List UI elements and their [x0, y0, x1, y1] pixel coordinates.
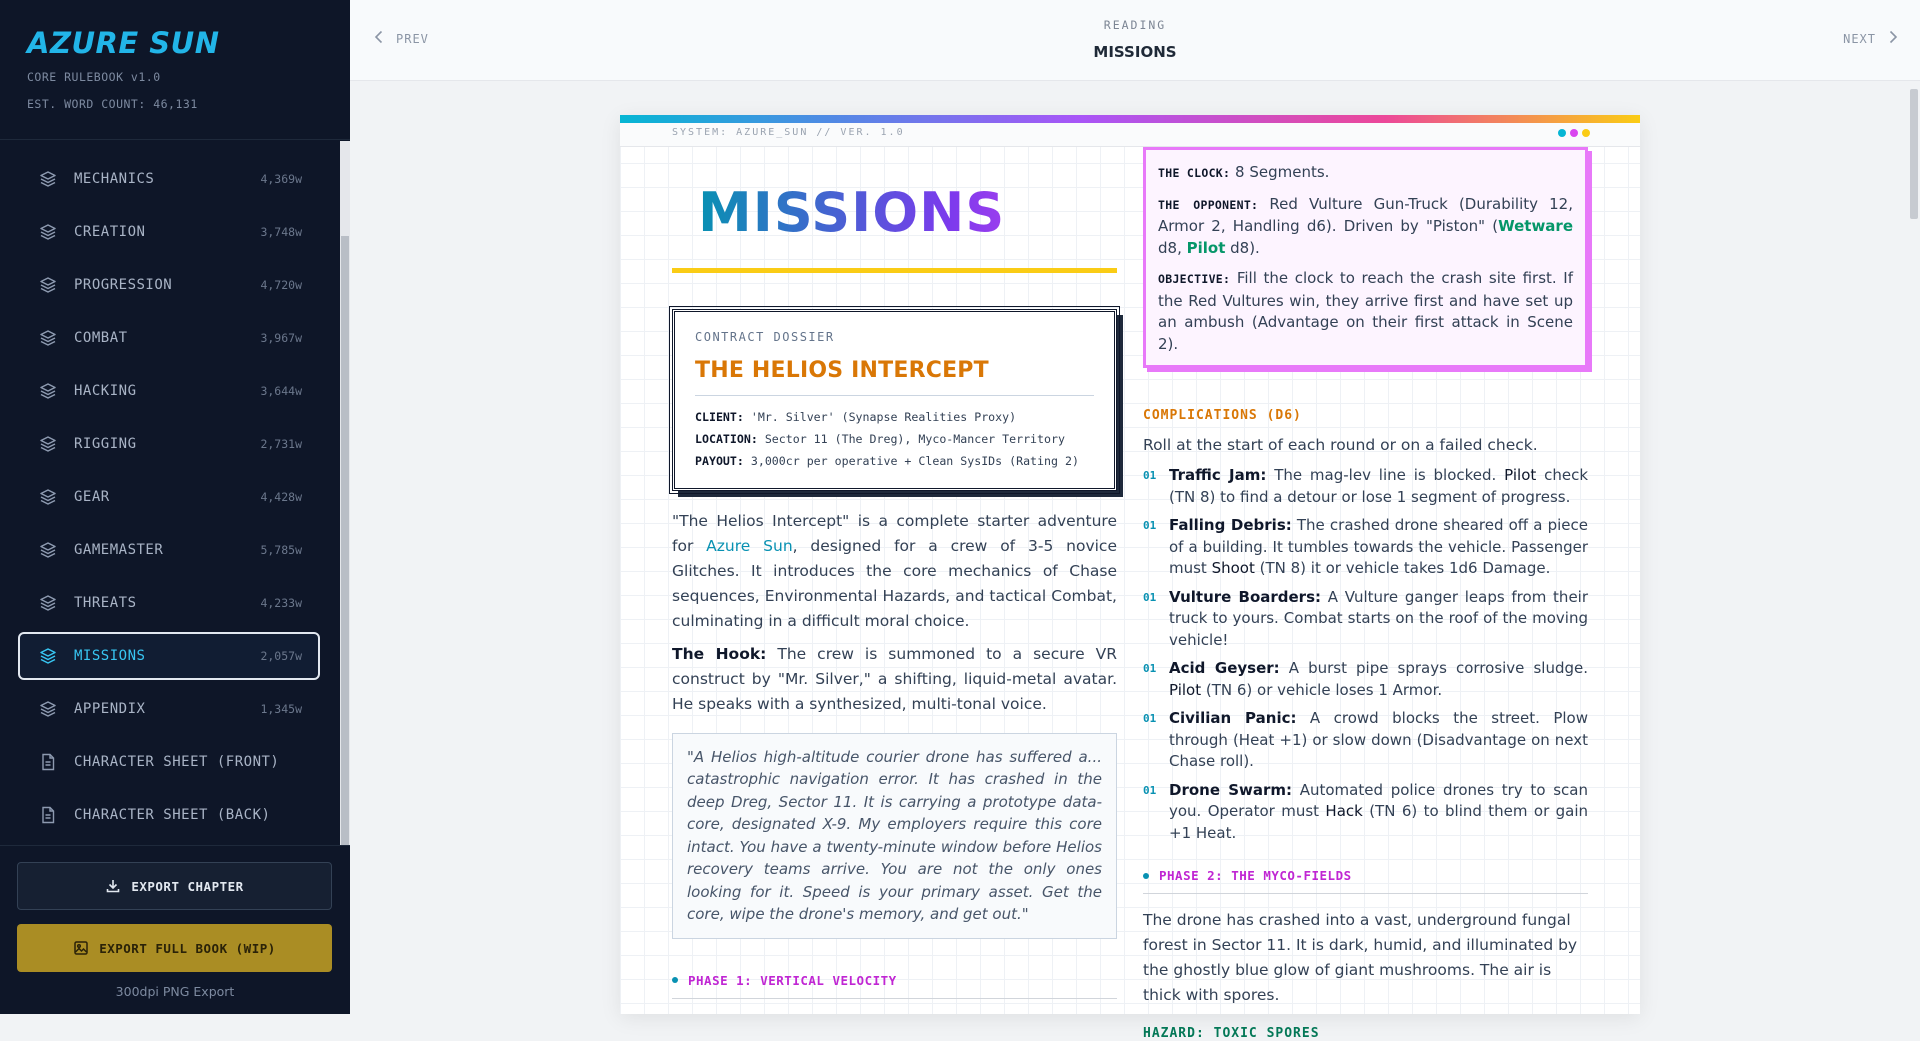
sidebar-item-mechanics[interactable] [18, 155, 320, 203]
phase-2-text: The drone has crashed into a vast, underground fungal forest in Sector 11. It is dark, humid, and illuminated by the ghostly blue glow of giant mushrooms. The air is thick with spores. [1143, 911, 1578, 1004]
sidebar-item-word-count: 3,967w [260, 331, 302, 345]
dossier-caption: CONTRACT DOSSIER [695, 329, 835, 344]
title-underline [672, 268, 1117, 273]
chevron-right-icon [1888, 30, 1898, 47]
complication-text: Falling Debris: The crashed drone sheared off a piece of a building. It tumbles towards the vehicle. Passenger must Shoot (TN 8) it or vehicle takes 1d6 Damage. [1169, 516, 1588, 577]
objective-stat: OBJECTIVE: Fill the clock to reach the crash site first. If the Red Vultures win, they arrive first and have set up an ambush (Advantage on their first attack in Scene 2). [1158, 269, 1573, 353]
sidebar-item-word-count: 2,057w [260, 649, 302, 663]
rulebook-page [620, 115, 1640, 1041]
layers-icon [38, 646, 58, 666]
complication-item [1143, 465, 1588, 508]
download-icon [105, 878, 121, 894]
complication-text: Traffic Jam: The mag-lev line is blocked. Pilot check (TN 8) to find a detour or lose 1 segment of progress. [1169, 466, 1589, 506]
export-chapter-label: EXPORT CHAPTER [131, 878, 244, 894]
chapter-nav [0, 141, 338, 845]
layers-icon [38, 699, 58, 719]
page-header [620, 123, 1640, 147]
phase-2-heading: PHASE 2: THE MYCO-FIELDS [1143, 868, 1588, 894]
mr-silver-quote: "A Helios high-altitude courier drone has suffered a... catastrophic navigation error. It has crashed in the deep Dreg, Sector 11. It is carrying a prototype data-core, designated X-9. My employers require this core intact. You have a twenty-minute window before Helios recovery teams arrive. You are not the only ones looking for it. Speed is your primary asset. Get the core, wipe the drone's memory, and get out." [672, 733, 1117, 939]
image-icon [73, 940, 89, 956]
sidebar-item-rigging[interactable] [18, 420, 320, 468]
dossier-payout: PAYOUT: 3,000cr per operative + Clean SysIDs (Rating 2) [695, 453, 1079, 468]
export-full-book-label: EXPORT FULL BOOK (WIP) [99, 940, 276, 956]
sidebar-item-label: MECHANICS [74, 171, 155, 187]
sidebar-item-missions[interactable] [18, 632, 320, 680]
document-icon [38, 752, 58, 772]
layers-icon [38, 540, 58, 560]
sidebar-item-label: PROGRESSION [74, 277, 173, 293]
status-dots [1558, 129, 1590, 137]
skill-link[interactable]: Pilot [1169, 680, 1202, 699]
complication-text: Drone Swarm: Automated police drones try to scan you. Operator must Hack (TN 6) to blind them or gain +1 Heat. [1169, 780, 1588, 842]
complication-number: 01 [1143, 469, 1157, 482]
sidebar-item-character-sheet-back[interactable] [18, 791, 320, 839]
layers-icon [38, 275, 58, 295]
system-line: SYSTEM: AZURE_SUN // VER. 1.0 [672, 127, 905, 138]
phase-1-heading: PHASE 1: VERTICAL VELOCITY [672, 973, 1117, 999]
sidebar-item-gear[interactable] [18, 473, 320, 521]
reading-label: READING [1103, 18, 1167, 32]
bullet-dot [672, 977, 678, 983]
status-dot [1570, 129, 1578, 137]
complications-heading: COMPLICATIONS (D6) [1143, 408, 1302, 423]
page-title: MISSIONS [698, 185, 1117, 242]
layers-icon [38, 328, 58, 348]
sidebar-item-word-count: 4,233w [260, 596, 302, 610]
version-line: CORE RULEBOOK v1.0 [27, 70, 161, 84]
complication-name: Acid Geyser: [1169, 659, 1280, 677]
layers-icon [38, 381, 58, 401]
sidebar-item-label: APPENDIX [74, 701, 146, 717]
skill-link[interactable]: Hack [1325, 802, 1363, 820]
top-bar [350, 0, 1920, 81]
opponent-stat: THE OPPONENT: Red Vulture Gun-Truck (Durability 12, Armor 2, Handling d6). Driven by "Piston" (Wetware d8, Pilot d8). [1158, 194, 1573, 257]
export-note: 300dpi PNG Export [115, 984, 235, 999]
sidebar-item-hacking[interactable] [18, 367, 320, 415]
hazard-heading: HAZARD: TOXIC SPORES [1143, 1026, 1320, 1041]
layers-icon [38, 434, 58, 454]
complication-text: Vulture Boarders: A Vulture ganger leaps from their truck to yours. Combat starts on the roof of the moving vehicle! [1169, 587, 1589, 649]
contract-dossier [672, 309, 1117, 491]
next-label: NEXT [1843, 31, 1876, 46]
complication-item [1143, 658, 1588, 701]
complications-list [1143, 465, 1588, 844]
reading-title: MISSIONS [1093, 43, 1177, 61]
dossier-client: CLIENT: 'Mr. Silver' (Synapse Realities Proxy) [695, 409, 1017, 424]
sidebar-item-word-count: 5,785w [260, 543, 302, 557]
nav-item-partial [0, 131, 338, 155]
right-column [1143, 147, 1588, 1041]
complication-name: Drone Swarm: [1169, 780, 1292, 799]
export-chapter-button[interactable] [17, 862, 332, 910]
sidebar-item-label: GEAR [74, 489, 110, 505]
sidebar-item-label: RIGGING [74, 436, 137, 452]
sidebar-item-label: MISSIONS [74, 648, 146, 664]
chase-stat-block [1143, 147, 1588, 368]
complication-name: Traffic Jam: [1169, 466, 1267, 484]
word-count-line: EST. WORD COUNT: 46,131 [27, 97, 198, 111]
complication-number: 01 [1143, 712, 1157, 725]
wetware-link[interactable]: Wetware [1498, 217, 1573, 235]
dossier-title: THE HELIOS INTERCEPT [695, 357, 989, 383]
sidebar-item-progression[interactable] [18, 261, 320, 309]
sidebar-item-label: CHARACTER SHEET (FRONT) [74, 754, 280, 770]
sidebar-item-appendix[interactable] [18, 685, 320, 733]
complication-text: Civilian Panic: A crowd blocks the street. Plow through (Heat +1) or slow down (Disadvantage on next Chase roll). [1169, 709, 1588, 770]
sidebar-item-combat[interactable] [18, 314, 320, 362]
main-scrollbar-thumb[interactable] [1910, 89, 1918, 219]
sidebar-item-label: COMBAT [74, 330, 128, 346]
sidebar-footer [0, 845, 350, 1014]
complication-number: 01 [1143, 662, 1157, 675]
clock-stat: THE CLOCK: 8 Segments. [1158, 163, 1330, 181]
sidebar-item-word-count: 4,720w [260, 278, 302, 292]
app-title: AZURE SUN [27, 26, 220, 60]
complication-number: 01 [1143, 590, 1157, 604]
sidebar-item-word-count: 2,731w [260, 437, 302, 451]
status-dot [1558, 129, 1566, 137]
divider [695, 395, 1094, 396]
dossier-location: LOCATION: Sector 11 (The Dreg), Myco-Mancer Territory [695, 431, 1065, 446]
layers-icon [38, 222, 58, 242]
azure-sun-link[interactable]: Azure Sun [706, 536, 793, 555]
document-icon [38, 805, 58, 825]
main-scrollbar[interactable] [1908, 81, 1920, 1014]
sidebar-item-label: HACKING [74, 383, 137, 399]
pilot-link[interactable]: Pilot [1186, 238, 1226, 257]
sidebar-item-threats[interactable] [18, 579, 320, 627]
layers-icon [38, 487, 58, 507]
sidebar-item-word-count: 4,369w [260, 172, 302, 186]
sidebar-item-word-count: 3,748w [260, 225, 302, 239]
sidebar-item-label: THREATS [74, 595, 137, 611]
left-column [672, 147, 1117, 999]
gradient-strip [620, 115, 1640, 123]
prev-label: PREV [396, 31, 429, 46]
complication-item [1143, 587, 1588, 652]
complication-number: 01 [1143, 783, 1157, 797]
sidebar [0, 0, 350, 1014]
sidebar-item-label: CREATION [74, 224, 146, 240]
sidebar-item-label: GAMEMASTER [74, 542, 164, 558]
sidebar-item-word-count: 4,428w [260, 490, 302, 504]
skill-link[interactable]: Pilot [1504, 466, 1537, 484]
next-button[interactable] [1843, 30, 1898, 47]
sidebar-scrollbar[interactable] [340, 141, 350, 845]
complication-name: Vulture Boarders: [1169, 587, 1322, 606]
intro-paragraph: "The Helios Intercept" is a complete starter adventure for Azure Sun, designed for a crew of 3-5 novice Glitches. It introduces the core mechanics of Chase sequences, Environmental Hazards, and tactical Combat, culminating in a difficult moral choice. [672, 511, 1117, 630]
sidebar-scrollbar-thumb[interactable] [341, 236, 349, 846]
complication-number: 01 [1143, 519, 1157, 532]
sidebar-item-word-count: 3,644w [260, 384, 302, 398]
hook-paragraph: The Hook: The crew is summoned to a secure VR construct by "Mr. Silver," a shifting, liquid-metal avatar. He speaks with a synthesized, multi-tonal voice. [672, 644, 1117, 713]
sidebar-item-creation[interactable] [18, 208, 320, 256]
complications-intro: Roll at the start of each round or on a failed check. [1143, 436, 1538, 454]
status-dot [1582, 129, 1590, 137]
sidebar-item-character-sheet-front[interactable] [18, 738, 320, 786]
bullet-dot [1143, 873, 1149, 879]
layers-icon [38, 169, 58, 189]
complication-item [1143, 515, 1588, 580]
sidebar-item-gamemaster[interactable] [18, 526, 320, 574]
complication-name: Falling Debris: [1169, 516, 1292, 534]
sidebar-item-label: CHARACTER SHEET (BACK) [74, 807, 271, 823]
complication-item [1143, 708, 1588, 773]
complication-text: Acid Geyser: A burst pipe sprays corrosive sludge. Pilot (TN 6) or vehicle loses 1 Armor. [1169, 659, 1588, 699]
export-full-book-button[interactable] [17, 924, 332, 972]
complication-item [1143, 780, 1588, 845]
complication-name: Civilian Panic: [1169, 709, 1297, 727]
layers-icon [38, 593, 58, 613]
brand-header [0, 0, 350, 140]
skill-link[interactable]: Shoot [1211, 559, 1255, 577]
sidebar-item-word-count: 1,345w [260, 702, 302, 716]
